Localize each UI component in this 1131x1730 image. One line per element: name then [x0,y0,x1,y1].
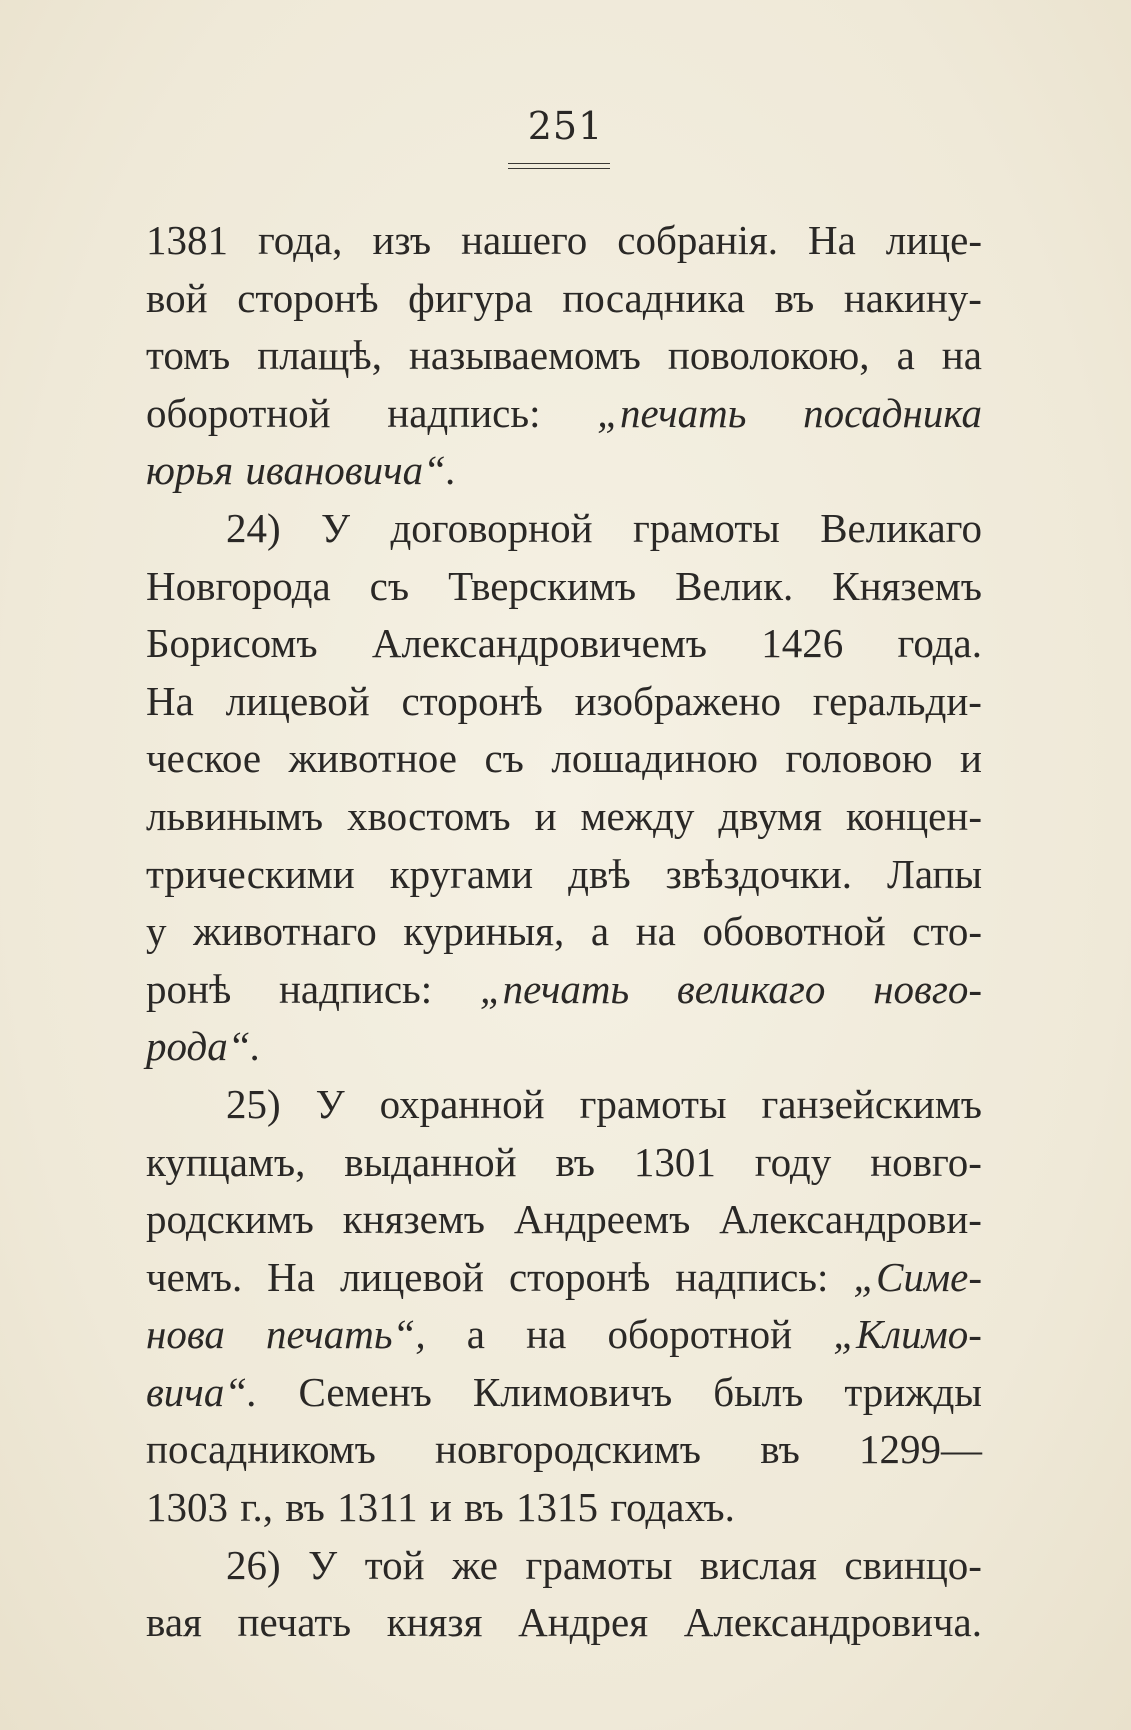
text-line [146,846,982,904]
word: 1381 [146,217,228,263]
text-line [146,442,982,500]
word: Княземъ [832,562,982,609]
word: хвостомъ [347,792,511,839]
word: 1311 [337,1484,418,1531]
word: 1299— [859,1426,982,1473]
word: года, [258,217,343,263]
word: трижды [844,1368,982,1415]
text-line [146,1537,982,1595]
word: львинымъ [146,792,324,839]
word: На [146,677,194,724]
word: въ [774,274,815,321]
quoted-word: вича“. [146,1368,258,1415]
text-line [146,385,982,443]
word: сторонѣ [237,274,379,321]
word: года. [897,620,982,667]
word: Тверскимъ [448,562,637,609]
word: трическими [146,850,355,897]
word: лицевой [225,677,370,724]
word: на [941,332,982,379]
text-line [146,212,982,270]
quoted-word: „печать [479,965,630,1012]
word: вая [146,1599,202,1646]
word: сторонѣ [508,1253,651,1300]
word: выданной [344,1138,517,1185]
word: договорной [390,504,593,551]
text-line [146,1076,982,1134]
word: лицевой [339,1253,484,1300]
word: поволокою, [667,332,870,379]
word: грамоты [632,504,780,551]
word: печать [237,1599,352,1646]
word: двѣ [568,850,631,897]
word: былъ [713,1368,804,1415]
word: посадника [562,274,745,321]
quoted-word: „печать [597,389,747,436]
word: Александрови- [719,1196,982,1243]
text-line [146,558,982,616]
word: охранной [379,1080,545,1127]
text-line [146,1364,982,1422]
word: году [754,1138,832,1185]
word: накину- [843,274,982,321]
quoted-word: „Симе- [853,1253,982,1300]
word: 1303 [146,1484,228,1531]
body-text [146,212,982,1652]
word: лице- [885,217,982,263]
word: годахъ. [610,1484,735,1531]
word: Лапы [887,850,982,897]
word: и [534,792,557,839]
word: а [590,908,610,955]
quoted-word: рода“. [146,1023,261,1070]
word: 26) [226,1541,281,1588]
page-number: 251 [527,104,604,148]
text-line [146,730,982,788]
word: изображено [574,677,781,724]
word: фигура [408,274,533,321]
word: называемомъ [408,332,641,379]
text-line [146,615,982,673]
word: родскимъ [146,1196,314,1243]
word: Велик. [675,562,794,609]
word: плащѣ, [257,332,382,379]
word: У [321,504,351,551]
word: оборотной [607,1311,793,1358]
word: надпись: [387,389,541,436]
word: обовотной [702,908,886,955]
word: свинцо- [844,1541,982,1588]
text-line [146,1191,982,1249]
text-line [146,788,982,846]
word: съ [484,735,524,782]
text-line [146,1421,982,1479]
word: У [308,1541,338,1588]
word: надпись: [675,1253,829,1300]
text-line [146,961,982,1019]
word: новгородскимъ [435,1426,702,1473]
word: на [526,1311,567,1358]
header-rule-bottom [508,168,610,169]
text-line [146,1594,982,1652]
text-line [146,673,982,731]
word: собранія. [617,217,778,263]
word: 1301 [633,1138,716,1185]
word: между [580,792,695,839]
word: концен- [845,792,982,839]
word: 1426 [761,620,844,667]
word: нашего [461,217,588,263]
word: грамоты [579,1080,727,1127]
word: князя [386,1599,483,1646]
word: звѣздочки. [665,850,852,897]
quoted-word: ивановича“. [245,447,457,494]
quoted-word: посадника [803,389,982,436]
word: посадникомъ [146,1426,376,1473]
word: вислая [699,1541,817,1588]
word: головою [785,735,933,782]
word: Андреемъ [513,1196,691,1243]
word: У [315,1080,345,1127]
word: На [267,1253,315,1300]
word: купцамъ, [146,1138,306,1185]
text-line [146,1134,982,1192]
word: лошадиною [551,735,759,782]
header-rule-top [508,163,610,164]
text-line [146,500,982,558]
word: ронѣ [146,965,232,1012]
word: оборотной [146,389,331,436]
text-line [146,1249,982,1307]
word: съ [369,562,410,609]
word: Борисомъ [146,620,318,667]
text-line [146,1306,982,1364]
word: 1315 [516,1484,599,1531]
text-line [146,903,982,961]
word: Александровичемъ [371,620,707,667]
word: сторонѣ [401,677,543,724]
word: 24) [226,504,281,551]
word: ганзейскимъ [761,1080,982,1127]
word: сто- [912,908,982,955]
word: и [429,1484,452,1531]
text-line [146,1018,982,1076]
word: Новгорода [146,562,331,609]
word: Климовичъ [472,1368,673,1415]
word: и [959,735,982,782]
word: у [146,908,167,955]
word: Великаго [820,504,982,551]
word: на [635,908,676,955]
quoted-word: юрья [146,447,234,494]
word: двумя [718,792,822,839]
word: княземъ [342,1196,485,1243]
word: же [452,1541,499,1588]
word: Александровича. [683,1599,982,1646]
word: геральди- [812,677,982,724]
word: надпись: [278,965,433,1012]
word: въ [464,1484,504,1531]
word: въ [285,1484,325,1531]
word: въ [555,1138,595,1185]
word: новго- [870,1138,982,1185]
word: томъ [146,332,231,379]
quoted-word: великаго [676,965,826,1012]
word: Семенъ [298,1368,432,1415]
word: а [896,332,915,379]
word: кругами [389,850,534,897]
word: На [807,217,856,263]
word: животное [288,735,457,782]
text-line [146,327,982,385]
text-line [146,270,982,328]
quoted-word: печать“, [266,1311,426,1358]
word: чемъ. [146,1253,243,1300]
quoted-word: новго- [873,965,982,1012]
word: г., [240,1484,273,1531]
word: грамоты [525,1541,673,1588]
quoted-word: нова [146,1311,225,1358]
word: той [364,1541,425,1588]
word: изъ [372,217,432,263]
text-line [146,1479,982,1537]
word: куриныя, [403,908,565,955]
word: животнаго [193,908,377,955]
word: ческое [146,735,262,782]
word: вой [146,274,208,321]
word: 25) [226,1080,281,1127]
quoted-word: „Климо- [833,1311,982,1358]
word: а [466,1311,485,1358]
word: въ [760,1426,800,1473]
word: Андрея [518,1599,649,1646]
